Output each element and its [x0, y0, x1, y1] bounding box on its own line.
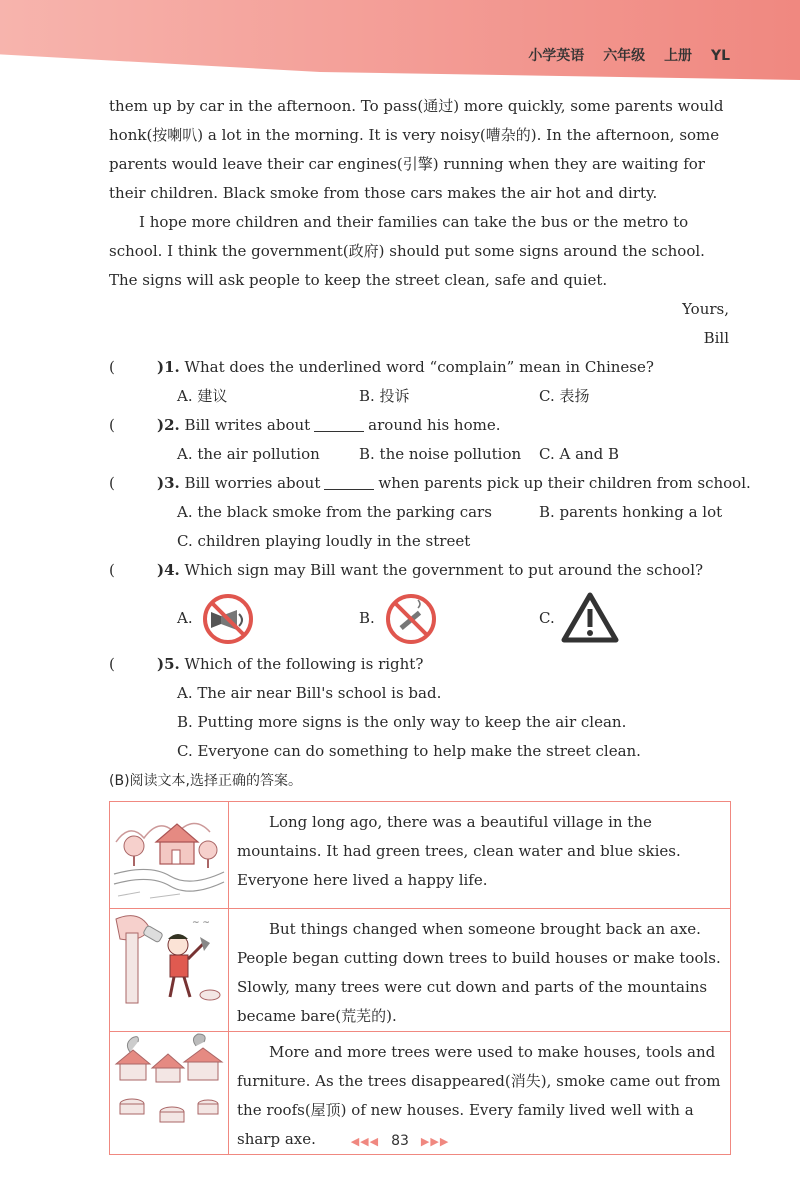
man-cutting-tree-illustration-icon	[110, 909, 228, 1011]
option-a: A.	[177, 609, 193, 627]
answer-paren[interactable]: (	[109, 561, 115, 579]
svg-text:~ ~: ~ ~	[192, 918, 210, 928]
page-header	[528, 45, 730, 65]
story-text-cell	[229, 802, 731, 909]
question-number: )4.	[157, 561, 180, 579]
answer-paren[interactable]: (	[109, 474, 115, 492]
story-row	[110, 909, 731, 1032]
question-stem-before: Bill writes about	[184, 416, 311, 434]
question-1	[109, 353, 749, 382]
header-edition: YL	[710, 48, 730, 64]
answer-paren[interactable]: (	[109, 358, 115, 376]
option-c: C. Everyone can do something to help make the street clean.	[177, 742, 641, 760]
question-4-options	[177, 592, 657, 648]
story-picture-cell	[110, 802, 229, 909]
no-smoking-sign-icon	[384, 592, 438, 646]
question-number: )1.	[157, 358, 180, 376]
header-subject: 小学英语	[528, 48, 585, 64]
question-4	[109, 556, 749, 585]
page-footer	[0, 1133, 800, 1149]
question-number: )2.	[157, 416, 180, 434]
question-stem: Which of the following is right?	[184, 655, 424, 673]
option-c: C. children playing loudly in the street	[177, 532, 471, 550]
option-c: C. 表扬	[539, 387, 590, 405]
answer-blank[interactable]	[314, 417, 364, 432]
village-illustration-icon	[110, 802, 228, 904]
question-5	[109, 650, 749, 679]
answer-blank[interactable]	[324, 475, 374, 490]
option-a: A. the air pollution	[177, 445, 320, 463]
story-text: But things changed when someone brought back an axe. People began cutting down trees to build houses or make tools. Slowly, many trees were cut down and parts of the mountains became bare(荒芜的).	[237, 920, 721, 1025]
answer-paren[interactable]: (	[109, 416, 115, 434]
question-stem: Which sign may Bill want the government to put around the school?	[184, 561, 704, 579]
header-grade: 六年级	[603, 48, 646, 64]
option-c: C.	[539, 609, 555, 627]
smoky-houses-illustration-icon	[110, 1032, 228, 1134]
question-number: )5.	[157, 655, 180, 673]
next-arrows-icon: ▶▶▶	[420, 1135, 450, 1148]
question-stem: What does the underlined word “complain” mean in Chinese?	[184, 358, 654, 376]
passage-paragraph-1: them up by car in the afternoon. To pass(通过) more quickly, some parents would honk(按喇叭) a lot in the morning. It is very noisy(嘈杂的). In the afternoon, some parents would leave their car engines(引擎) running when they are waiting for their children. Black smoke from those cars makes the air hot and dirty.	[109, 97, 724, 202]
story-text-cell	[229, 909, 731, 1032]
letter-signature: Bill	[703, 329, 729, 347]
prev-arrows-icon: ◀◀◀	[350, 1135, 380, 1148]
warning-triangle-icon	[561, 592, 619, 644]
section-b-title: (B)阅读文本,选择正确的答案。	[109, 773, 302, 789]
header-volume: 上册	[664, 48, 693, 64]
option-c: C. A and B	[539, 445, 620, 463]
option-b: B. parents honking a lot	[539, 503, 723, 521]
question-stem-before: Bill worries about	[184, 474, 321, 492]
letter-closing: Yours,	[682, 300, 729, 318]
option-a: A. the black smoke from the parking cars	[177, 503, 492, 521]
story-row	[110, 802, 731, 909]
question-stem-after: around his home.	[368, 416, 501, 434]
option-a: A. 建议	[177, 387, 228, 405]
question-stem-after: when parents pick up their children from school.	[378, 474, 751, 492]
passage	[109, 92, 729, 353]
story-text: More and more trees were used to make houses, tools and furniture. As the trees disappeared(消失), smoke came out from the roofs(屋顶) of new houses. Every family lived well with a sharp axe.	[237, 1043, 721, 1148]
option-b: B. the noise pollution	[359, 445, 522, 463]
answer-paren[interactable]: (	[109, 655, 115, 673]
question-2	[109, 411, 749, 440]
story-table	[109, 801, 731, 1155]
option-b: B.	[359, 609, 375, 627]
option-a: A. The air near Bill's school is bad.	[177, 684, 442, 702]
page-number: 83	[391, 1133, 409, 1149]
question-number: )3.	[157, 474, 180, 492]
story-text: Long long ago, there was a beautiful village in the mountains. It had green trees, clean water and blue skies. Everyone here lived a happy life.	[237, 813, 681, 889]
header-band	[0, 0, 800, 80]
option-b: B. 投诉	[359, 387, 410, 405]
question-3	[109, 469, 749, 498]
passage-paragraph-2: I hope more children and their families can take the bus or the metro to school. I think the government(政府) should put some signs around the school. The signs will ask people to keep the street clean, safe and quiet.	[109, 213, 705, 289]
option-b: B. Putting more signs is the only way to keep the air clean.	[177, 713, 627, 731]
story-picture-cell	[110, 909, 229, 1032]
no-honking-sign-icon	[201, 592, 255, 646]
